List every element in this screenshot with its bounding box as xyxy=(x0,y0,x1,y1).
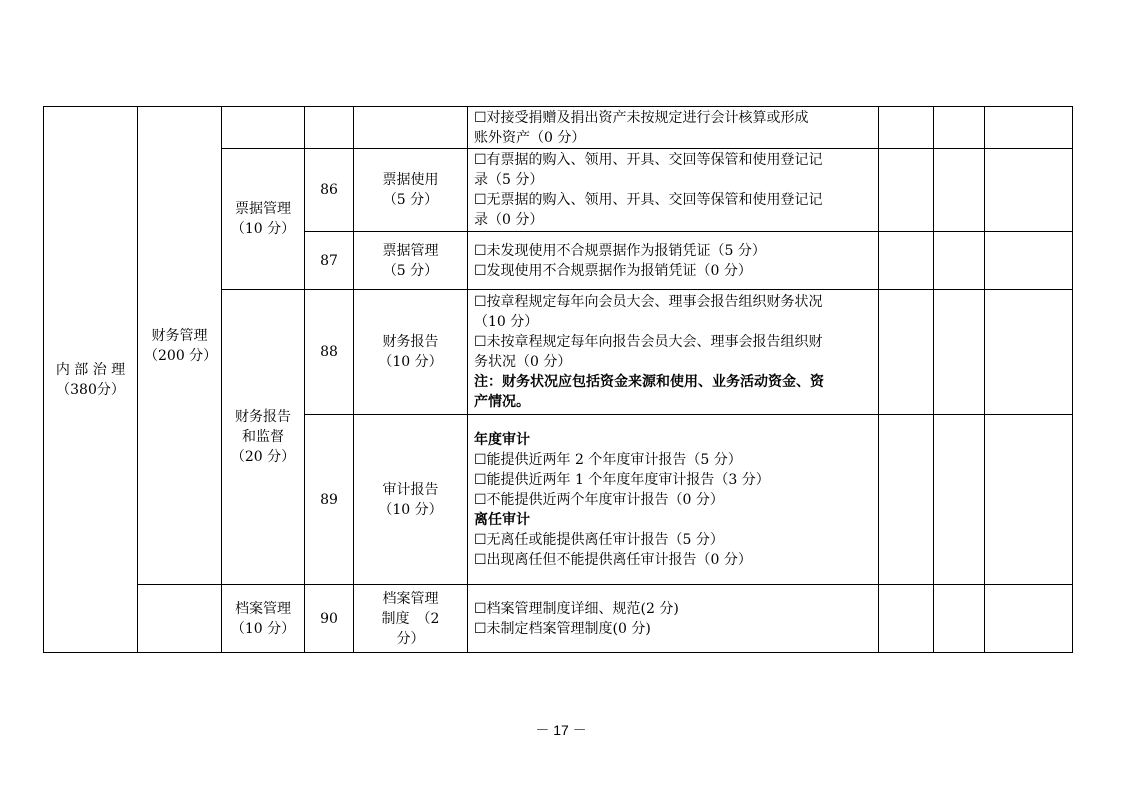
score-cell xyxy=(879,232,934,290)
criteria-note: 产情况。 xyxy=(474,394,530,410)
criteria-note: 注：财务状况应包括资金来源和使用、业务活动资金、资 xyxy=(474,374,824,390)
category-level3-cell xyxy=(222,149,305,290)
category-level1-cell xyxy=(44,107,138,653)
criteria-line: ☐对接受捐赠及捐出资产未按规定进行会计核算或形成 xyxy=(474,109,809,126)
category-level3-score: （10 分） xyxy=(230,620,296,637)
category-level2-name: 财务管理 xyxy=(151,327,208,344)
item-score: 分） xyxy=(396,630,425,647)
score-cell xyxy=(934,107,985,149)
item-name-cell xyxy=(354,149,468,232)
category-level1-score: （380分） xyxy=(56,381,125,398)
item-name: 财务报告 xyxy=(382,334,439,350)
score-cell xyxy=(879,149,934,232)
page-number: － 17 － xyxy=(535,722,587,738)
criteria-line: ☐未发现使用不合规票据作为报销凭证（5 分） xyxy=(474,242,766,259)
remark-cell xyxy=(985,290,1073,415)
item-score: （5 分） xyxy=(382,192,439,208)
item-name: 审计报告 xyxy=(382,481,439,498)
category-level3-cell xyxy=(222,290,305,585)
item-number: 86 xyxy=(305,149,354,232)
score-cell xyxy=(934,290,985,415)
item-name: 票据管理 xyxy=(382,242,439,259)
score-cell xyxy=(879,290,934,415)
criteria-line: ☐发现使用不合规票据作为报销凭证（0 分） xyxy=(474,262,752,279)
criteria-line: ☐能提供近两年 2 个年度审计报告（5 分） xyxy=(474,451,742,468)
criteria-line: ☐出现离任但不能提供离任审计报告（0 分） xyxy=(474,551,752,568)
evaluation-table xyxy=(43,106,1073,653)
criteria-heading: 年度审计 xyxy=(474,431,530,448)
item-score: （5 分） xyxy=(382,262,439,279)
item-number: 90 xyxy=(305,585,354,653)
criteria-cell xyxy=(468,149,879,232)
criteria-line: 务状况（0 分） xyxy=(474,354,572,370)
category-level3-name: 财务报告 xyxy=(235,409,291,425)
category-level2-score: （200 分） xyxy=(144,347,218,364)
item-name: 档案管理 xyxy=(382,590,439,607)
item-score: （10 分） xyxy=(378,501,443,518)
item-name-cell xyxy=(354,415,468,585)
category-level2-cell xyxy=(138,107,222,585)
category-level3-name: 档案管理 xyxy=(235,600,291,617)
score-cell xyxy=(879,415,934,585)
remark-cell xyxy=(985,232,1073,290)
score-cell xyxy=(934,585,985,653)
criteria-line: ☐无离任或能提供离任审计报告（5 分） xyxy=(474,531,724,548)
remark-cell xyxy=(985,149,1073,232)
criteria-line: （10 分） xyxy=(474,314,539,330)
item-number: 87 xyxy=(305,232,354,290)
score-cell xyxy=(934,415,985,585)
criteria-line: ☐未按章程规定每年向报告会员大会、理事会报告组织财 xyxy=(474,334,823,350)
item-name-cell xyxy=(354,290,468,415)
criteria-cell xyxy=(468,107,879,149)
score-cell xyxy=(934,232,985,290)
criteria-line: ☐档案管理制度详细、规范(2 分) xyxy=(474,600,679,617)
empty-cell xyxy=(354,107,468,149)
item-number: 89 xyxy=(305,415,354,585)
remark-cell xyxy=(985,415,1073,585)
criteria-line: ☐未制定档案管理制度(0 分) xyxy=(474,620,651,637)
criteria-line: ☐有票据的购入、领用、开具、交回等保管和使用登记记 xyxy=(474,152,823,168)
item-name-cell xyxy=(354,232,468,290)
category-level3-cell xyxy=(222,585,305,653)
empty-cell xyxy=(138,585,222,653)
criteria-cell xyxy=(468,290,879,415)
criteria-cell xyxy=(468,415,879,585)
score-cell xyxy=(934,149,985,232)
category-level3-name: 票据管理 xyxy=(235,201,291,217)
criteria-cell xyxy=(468,585,879,653)
criteria-line: 录（0 分） xyxy=(474,212,544,228)
item-score: （10 分） xyxy=(378,354,443,370)
category-level3-name-cont: 和监督 xyxy=(242,429,284,445)
criteria-line: ☐不能提供近两个年度审计报告（0 分） xyxy=(474,491,724,508)
criteria-cell xyxy=(468,232,879,290)
category-level3-score: （10 分） xyxy=(230,221,296,237)
criteria-line: 录（5 分） xyxy=(474,172,544,188)
criteria-line: 账外资产（0 分） xyxy=(474,129,586,146)
item-name: 票据使用 xyxy=(382,172,439,188)
empty-cell xyxy=(222,107,305,149)
criteria-line: ☐按章程规定每年向会员大会、理事会报告组织财务状况 xyxy=(474,294,823,310)
category-level1-name: 内 部 治 理 xyxy=(55,361,126,378)
empty-cell xyxy=(305,107,354,149)
remark-cell xyxy=(985,107,1073,149)
category-level3-score: （20 分） xyxy=(230,449,296,465)
item-name-cell xyxy=(354,585,468,653)
score-cell xyxy=(879,585,934,653)
remark-cell xyxy=(985,585,1073,653)
criteria-line: ☐无票据的购入、领用、开具、交回等保管和使用登记记 xyxy=(474,192,823,208)
item-name-cont: 制度 （2 xyxy=(381,610,440,627)
table-row xyxy=(44,107,1073,149)
criteria-line: ☐能提供近两年 1 个年度年度审计报告（3 分） xyxy=(474,471,770,488)
table-row xyxy=(44,585,1073,653)
score-cell xyxy=(879,107,934,149)
criteria-heading: 离任审计 xyxy=(474,511,530,528)
item-number: 88 xyxy=(305,290,354,415)
